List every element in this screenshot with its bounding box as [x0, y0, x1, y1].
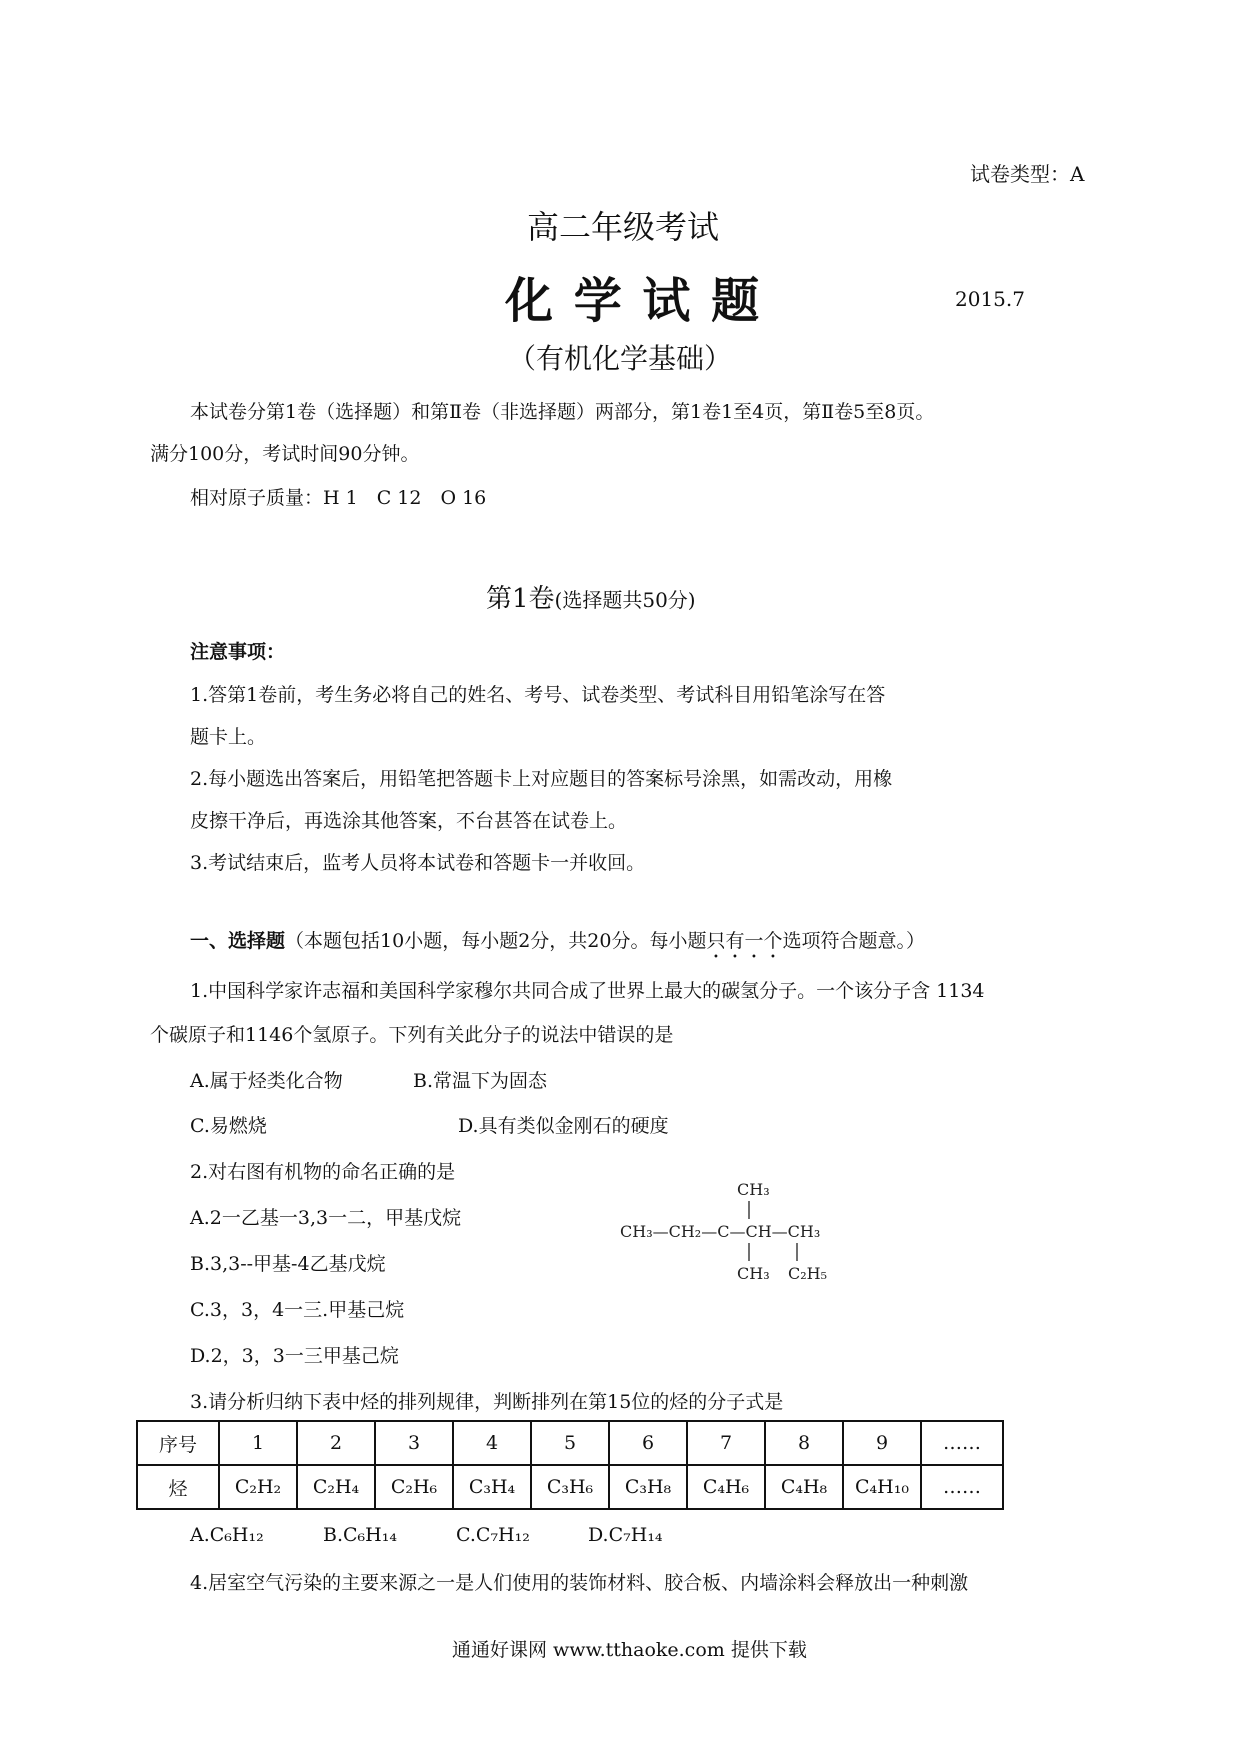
- table-cell: C₄H₆: [687, 1465, 765, 1509]
- structure-bottom-c2h5: C₂H₅: [788, 1264, 828, 1283]
- q2-option-b: B.3,3--甲基-4乙基戊烷: [190, 1253, 386, 1275]
- section-1-label: 第1卷: [486, 584, 555, 614]
- page-footer: 通通好课网 www.tthaoke.com 提供下载: [452, 1639, 807, 1661]
- table-cell: C₃H₆: [531, 1465, 609, 1509]
- page-subtitle: （有机化学基础）: [508, 342, 733, 375]
- note-3: 3.考试结束后，监考人员将本试卷和答题卡一并收回。: [190, 852, 646, 874]
- q2-option-a: A.2一乙基一3,3一二，甲基戊烷: [190, 1207, 462, 1229]
- intro-line-2: 满分100分，考试时间90分钟。: [150, 443, 420, 465]
- table-cell: 5: [531, 1421, 609, 1465]
- q1-option-d: D.具有类似金刚石的硬度: [458, 1115, 669, 1137]
- table-cell: 3: [375, 1421, 453, 1465]
- atomic-mass-line: 相对原子质量：H 1 C 12 O 16: [190, 487, 487, 509]
- table-cell: C₃H₈: [609, 1465, 687, 1509]
- notes-heading: 注意事项：: [190, 641, 286, 663]
- q2-stem: 2.对右图有机物的命名正确的是: [190, 1161, 456, 1183]
- q2-option-c: C.3，3，4一三.甲基己烷: [190, 1299, 405, 1321]
- table-cell: C₄H₈: [765, 1465, 843, 1509]
- table-cell: C₂H₄: [297, 1465, 375, 1509]
- q1-option-c: C.易燃烧: [190, 1115, 267, 1137]
- table-cell: ……: [921, 1465, 1003, 1509]
- table-cell: C₃H₄: [453, 1465, 531, 1509]
- part-1-desc-emphasis: 只有一个: [706, 930, 783, 952]
- note-2-line-2: 皮擦干净后，再选涂其他答案，不台甚答在试卷上。: [190, 810, 628, 832]
- hydrocarbon-table: [136, 1420, 1004, 1510]
- table-cell: 2: [297, 1421, 375, 1465]
- table-cell: 4: [453, 1421, 531, 1465]
- table-row-formulas: [137, 1465, 1003, 1509]
- grade-title: 高二年级考试: [527, 208, 720, 246]
- structure-main-chain: CH₃—CH₂—C—CH—CH₃: [620, 1222, 821, 1241]
- section-1-title: [486, 578, 696, 615]
- part-1-desc-b: 选项符合题意。）: [782, 930, 925, 952]
- part-1-label: 一、选择题: [190, 930, 286, 952]
- q3-option-a: A.C₆H₁₂: [190, 1524, 264, 1546]
- q1-stem-line-2: 个碳原子和1146个氢原子。下列有关此分子的说法中错误的是: [150, 1024, 674, 1046]
- page-title: 化 学 试 题: [505, 273, 762, 329]
- q3-option-b: B.C₆H₁₄: [323, 1524, 397, 1546]
- note-1-line-2: 题卡上。: [190, 726, 267, 748]
- q3-option-d: D.C₇H₁₄: [588, 1524, 663, 1546]
- q1-option-b: B.常温下为固态: [413, 1070, 548, 1092]
- part-1-heading: [190, 926, 925, 963]
- table-cell: C₂H₂: [219, 1465, 297, 1509]
- q2-option-d: D.2，3，3一三甲基己烷: [190, 1345, 399, 1367]
- note-1-line-1: 1.答第1卷前，考生务必将自己的姓名、考号、试卷类型、考试科目用铅笔涂写在答: [190, 684, 886, 706]
- intro-line-1: 本试卷分第1卷（选择题）和第Ⅱ卷（非选择题）两部分，第1卷1至4页，第Ⅱ卷5至8页。: [190, 401, 935, 423]
- table-cell: C₄H₁₀: [843, 1465, 921, 1509]
- table-cell: ……: [921, 1421, 1003, 1465]
- q4-stem-line-1: 4.居室空气污染的主要来源之一是人们使用的装饰材料、胶合板、内墙涂料会释放出一种刺激: [190, 1572, 969, 1594]
- table-cell: 8: [765, 1421, 843, 1465]
- table-header-index: 序号: [137, 1421, 219, 1465]
- table-header-hydrocarbon: 烃: [137, 1465, 219, 1509]
- part-1-desc-a: （本题包括10小题，每小题2分，共20分。每小题: [285, 930, 707, 952]
- table-cell: 9: [843, 1421, 921, 1465]
- table-cell: C₂H₆: [375, 1465, 453, 1509]
- table-cell: 1: [219, 1421, 297, 1465]
- section-1-note: (选择题共50分): [554, 588, 696, 612]
- table-row-numbers: [137, 1421, 1003, 1465]
- q3-option-c: C.C₇H₁₂: [456, 1524, 530, 1546]
- q2-structural-formula: [610, 1165, 910, 1295]
- paper-type-label: 试卷类型：A: [970, 162, 1085, 186]
- exam-date: 2015.7: [955, 287, 1025, 311]
- q3-stem: 3.请分析归纳下表中烃的排列规律，判断排列在第15位的烃的分子式是: [190, 1391, 784, 1413]
- structure-bottom-ch3: CH₃: [737, 1264, 770, 1283]
- table-cell: 6: [609, 1421, 687, 1465]
- note-2-line-1: 2.每小题选出答案后，用铅笔把答题卡上对应题目的答案标号涂黑，如需改动，用橡: [190, 768, 893, 790]
- q1-stem-line-1: 1.中国科学家许志福和美国科学家穆尔共同合成了世界上最大的碳氢分子。一个该分子含 1134: [190, 980, 985, 1002]
- table-cell: 7: [687, 1421, 765, 1465]
- q1-option-a: A.属于烃类化合物: [190, 1070, 343, 1092]
- structure-top-ch3: CH₃: [737, 1180, 770, 1199]
